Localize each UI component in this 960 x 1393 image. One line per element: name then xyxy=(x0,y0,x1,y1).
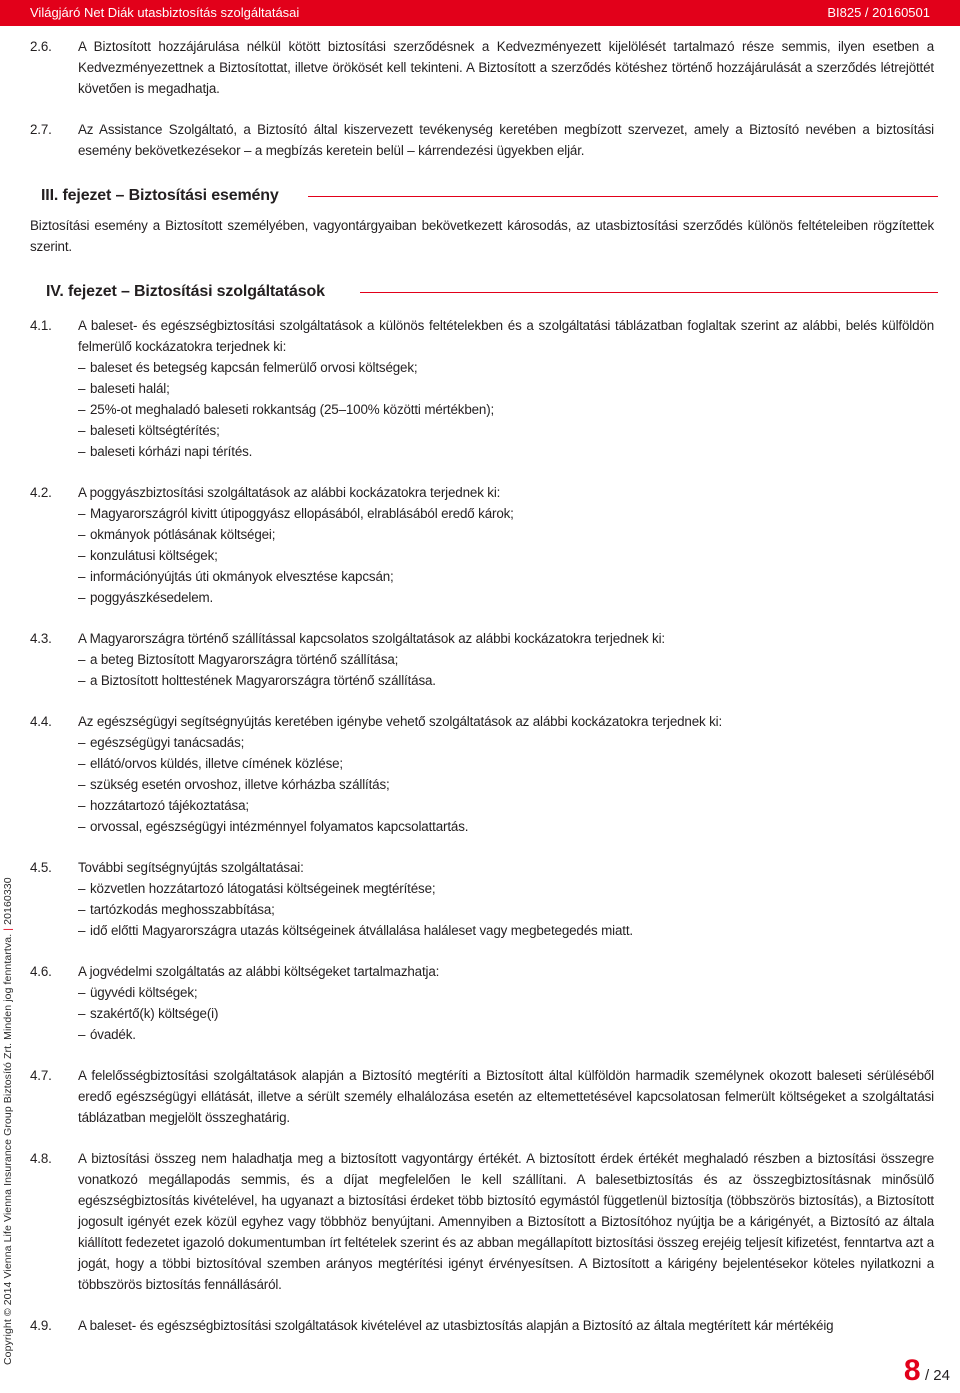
section-4-7 xyxy=(30,1065,934,1128)
dash-bullet: – xyxy=(78,506,86,521)
copyright-separator: | xyxy=(2,927,14,931)
list-item xyxy=(78,503,934,524)
list-item xyxy=(78,774,934,795)
dash-bullet: – xyxy=(78,798,86,813)
list-item-text: poggyászkésedelem. xyxy=(90,590,214,605)
dash-bullet: – xyxy=(78,423,86,438)
dash-bullet: – xyxy=(78,777,86,792)
list-item xyxy=(78,441,934,462)
page-current: 8 xyxy=(903,1354,921,1387)
section-text: Az egészségügyi segítségnyújtás keretében igénybe vehető szolgáltatások az alábbi kockázatokra terjednek ki: xyxy=(78,714,723,729)
paragraph-2-6 xyxy=(30,36,934,99)
paragraph-number: 2.6. xyxy=(30,39,52,54)
list-item-text: óvadék. xyxy=(90,1027,136,1042)
section-text: További segítségnyújtás szolgáltatásai: xyxy=(78,860,304,875)
list-item xyxy=(78,524,934,545)
list-item-text: konzulátusi költségek; xyxy=(90,548,218,563)
dash-bullet: – xyxy=(78,381,86,396)
list-item xyxy=(78,795,934,816)
list-item-text: baleseti halál; xyxy=(90,381,170,396)
list-item-text: ügyvédi költségek; xyxy=(90,985,198,1000)
list-item xyxy=(78,378,934,399)
chapter-3-body: Biztosítási esemény a Biztosított személyében, vagyontárgyaiban bekövetkezett károsodás, az utasbiztosítási szerződés különös feltételeiben rögzítettek szerint. xyxy=(30,218,934,254)
list-item xyxy=(78,732,934,753)
dash-bullet: – xyxy=(78,1027,86,1042)
dash-bullet: – xyxy=(78,923,86,938)
chapter-4-heading xyxy=(30,281,934,305)
section-text: A baleset- és egészségbiztosítási szolgáltatások a különös feltételekben és a szolgáltatási táblázatban foglaltak szerint az alábbi, belés külföldön felmerülő kockázatokra terjednek ki: xyxy=(78,318,934,354)
list-item-text: baleseti kórházi napi térítés. xyxy=(90,444,253,459)
paragraph-number: 2.7. xyxy=(30,122,52,137)
dash-bullet: – xyxy=(78,444,86,459)
document-body xyxy=(30,36,934,1336)
section-number: 4.5. xyxy=(30,860,52,875)
list-item xyxy=(78,920,934,941)
list-item xyxy=(78,878,934,899)
dash-bullet: – xyxy=(78,590,86,605)
list-item-text: okmányok pótlásának költségei; xyxy=(90,527,276,542)
section-4-8 xyxy=(30,1148,934,1295)
dash-bullet: – xyxy=(78,902,86,917)
list-item-text: orvossal, egészségügyi intézménnyel folyamatos kapcsolattartás. xyxy=(90,819,469,834)
section-text: A poggyászbiztosítási szolgáltatások az alábbi kockázatokra terjednek ki: xyxy=(78,485,501,500)
section-number: 4.3. xyxy=(30,631,52,646)
list-item-text: ellátó/orvos küldés, illetve címének közlése; xyxy=(90,756,344,771)
dash-bullet: – xyxy=(78,673,86,688)
list-item xyxy=(78,566,934,587)
list-item xyxy=(78,816,934,837)
list-item xyxy=(78,357,934,378)
header-bar xyxy=(0,0,960,26)
section-text: A felelősségbiztosítási szolgáltatások alapján a Biztosító megtéríti a Biztosított által külföldön harmadik személynek okozott baleseti sérüléséből eredő egészségügyi ellátását, illetve a sérült személy elhalálozása esetén az eltemettetésével kapcsolatosan felmerült költségeket a szolgáltatási táblázatban megjelölt összeghatárig. xyxy=(78,1068,934,1125)
heading-rule xyxy=(360,292,938,293)
section-number: 4.8. xyxy=(30,1151,52,1166)
dash-bullet: – xyxy=(78,652,86,667)
list-item-text: a Biztosított holttestének Magyarországra történő szállítása. xyxy=(90,673,436,688)
list-item xyxy=(78,545,934,566)
section-text: A biztosítási összeg nem haladhatja meg a biztosított vagyontárgy értékét. A biztosított érdek értékét meghaladó részben a biztosítási összegre vonatkozó megállapodás semmis, és a díjat megfelelően le kell szállítani. A balesetbiztosítás és az összegbiztosításnak minősülő egészségbiztosítás kivételével, ha ugyanazt a biztosítási érdeket több biztosító egymástól függetlenül biztosítja (többszörös biztosítás), a Biztosított jogosult igényét ezek közül egyhez vagy többhöz benyújtani. Amennyiben a Biztosított a Biztosítóhoz nyújtja be a kárigényét, a Biztosító az általa kiállított fedezetet igazoló dokumentumban írt feltételek szerint és az abban megállapított biztosítási összeg erejéig teljesít kifizetést, fenntartva azt a jogát, hogy a többi biztosítóval szemben arányos megtérítési igényt érvényesítsen. A Biztosított a kárigény bejelentésekor köteles nyilatkozni a többszörös biztosítás fennállásáról. xyxy=(78,1151,934,1292)
list-item-text: baleset és betegség kapcsán felmerülő orvosi költségek; xyxy=(90,360,418,375)
list-item xyxy=(78,982,934,1003)
list-item-text: tartózkodás meghosszabbítása; xyxy=(90,902,275,917)
section-number: 4.1. xyxy=(30,318,52,333)
list-item-text: a beteg Biztosított Magyarországra történő szállítása; xyxy=(90,652,399,667)
list-item xyxy=(78,649,934,670)
dash-bullet: – xyxy=(78,985,86,1000)
copyright-code: 20160330 xyxy=(2,877,14,925)
section-text: A Magyarországra történő szállítással kapcsolatos szolgáltatások az alábbi kockázatokra terjednek ki: xyxy=(78,631,665,646)
chapter-title: IV. fejezet – Biztosítási szolgáltatások xyxy=(46,283,325,300)
paragraph-text: Az Assistance Szolgáltató, a Biztosító által kiszervezett tevékenység keretében megbízott szervezet, amely a Biztosító nevében a biztosítási esemény bekövetkezésekor – a megbízás keretein belül – kárrendezési ügyekben eljár. xyxy=(78,122,934,158)
page-total: / 24 xyxy=(924,1367,950,1384)
list-item-text: szükség esetén orvoshoz, illetve kórházba szállítás; xyxy=(90,777,390,792)
list-item-text: közvetlen hozzátartozó látogatási költségeinek megtérítése; xyxy=(90,881,436,896)
page-number xyxy=(904,1354,950,1393)
list-item-text: idő előtti Magyarországra utazás költségeinek átvállalása haláleset vagy megbetegedés miatt. xyxy=(90,923,633,938)
copyright-vertical xyxy=(2,877,14,1365)
list-item xyxy=(78,399,934,420)
section-number: 4.6. xyxy=(30,964,52,979)
section-4-5 xyxy=(30,857,934,941)
list-item-text: Magyarországról kivitt útipoggyász ellopásából, elrablásából eredő károk; xyxy=(90,506,514,521)
section-number: 4.9. xyxy=(30,1318,52,1333)
dash-bullet: – xyxy=(78,1006,86,1021)
copyright-text: Copyright © 2014 Vienna Life Vienna Insurance Group Biztosító Zrt. Minden jog fenntartva. xyxy=(2,933,14,1365)
list-item xyxy=(78,753,934,774)
section-4-4 xyxy=(30,711,934,837)
list-item xyxy=(78,670,934,691)
section-4-1 xyxy=(30,315,934,462)
dash-bullet: – xyxy=(78,402,86,417)
section-4-9 xyxy=(30,1315,934,1336)
header-product-title: Világjáró Net Diák utasbiztosítás szolgáltatásai xyxy=(30,5,300,20)
header-document-code: BI825 / 20160501 xyxy=(827,5,930,20)
dash-bullet: – xyxy=(78,756,86,771)
list-item xyxy=(78,899,934,920)
dash-bullet: – xyxy=(78,360,86,375)
list-item xyxy=(78,1003,934,1024)
section-text: A baleset- és egészségbiztosítási szolgáltatások kivételével az utasbiztosítás alapján a Biztosító az általa megtérített kár mértékéig xyxy=(78,1318,834,1333)
heading-rule xyxy=(308,196,938,197)
dash-bullet: – xyxy=(78,569,86,584)
list-item-text: hozzátartozó tájékoztatása; xyxy=(90,798,249,813)
paragraph-text: A Biztosított hozzájárulása nélkül kötött biztosítási szerződésnek a Kedvezményezett kijelölését tartalmazó része semmis, ilyen esetben a Kedvezményezettnek a Biztosítottat, illetve örökösét kell tekinteni. A Biztosított a szerződés kötéshez történő hozzájárulását a szerződés létrejöttét követően is megadhatja. xyxy=(78,39,934,96)
list-item xyxy=(78,420,934,441)
list-item-text: baleseti költségtérítés; xyxy=(90,423,220,438)
list-item-text: 25%-ot meghaladó baleseti rokkantság (25–100% közötti mértékben); xyxy=(90,402,495,417)
list-item-text: egészségügyi tanácsadás; xyxy=(90,735,245,750)
dash-bullet: – xyxy=(78,881,86,896)
dash-bullet: – xyxy=(78,527,86,542)
dash-bullet: – xyxy=(78,548,86,563)
dash-bullet: – xyxy=(78,735,86,750)
section-4-3 xyxy=(30,628,934,691)
section-4-2 xyxy=(30,482,934,608)
section-4-6 xyxy=(30,961,934,1045)
list-item xyxy=(78,587,934,608)
paragraph-2-7 xyxy=(30,119,934,161)
chapter-4-sections xyxy=(30,315,934,1336)
chapter-3-heading xyxy=(30,185,934,209)
list-item xyxy=(78,1024,934,1045)
section-number: 4.4. xyxy=(30,714,52,729)
section-text: A jogvédelmi szolgáltatás az alábbi költségeket tartalmazhatja: xyxy=(78,964,440,979)
list-item-text: szakértő(k) költsége(i) xyxy=(90,1006,219,1021)
section-number: 4.2. xyxy=(30,485,52,500)
chapter-title: III. fejezet – Biztosítási esemény xyxy=(41,187,279,204)
list-item-text: információnyújtás úti okmányok elvesztése kapcsán; xyxy=(90,569,394,584)
section-number: 4.7. xyxy=(30,1068,52,1083)
dash-bullet: – xyxy=(78,819,86,834)
